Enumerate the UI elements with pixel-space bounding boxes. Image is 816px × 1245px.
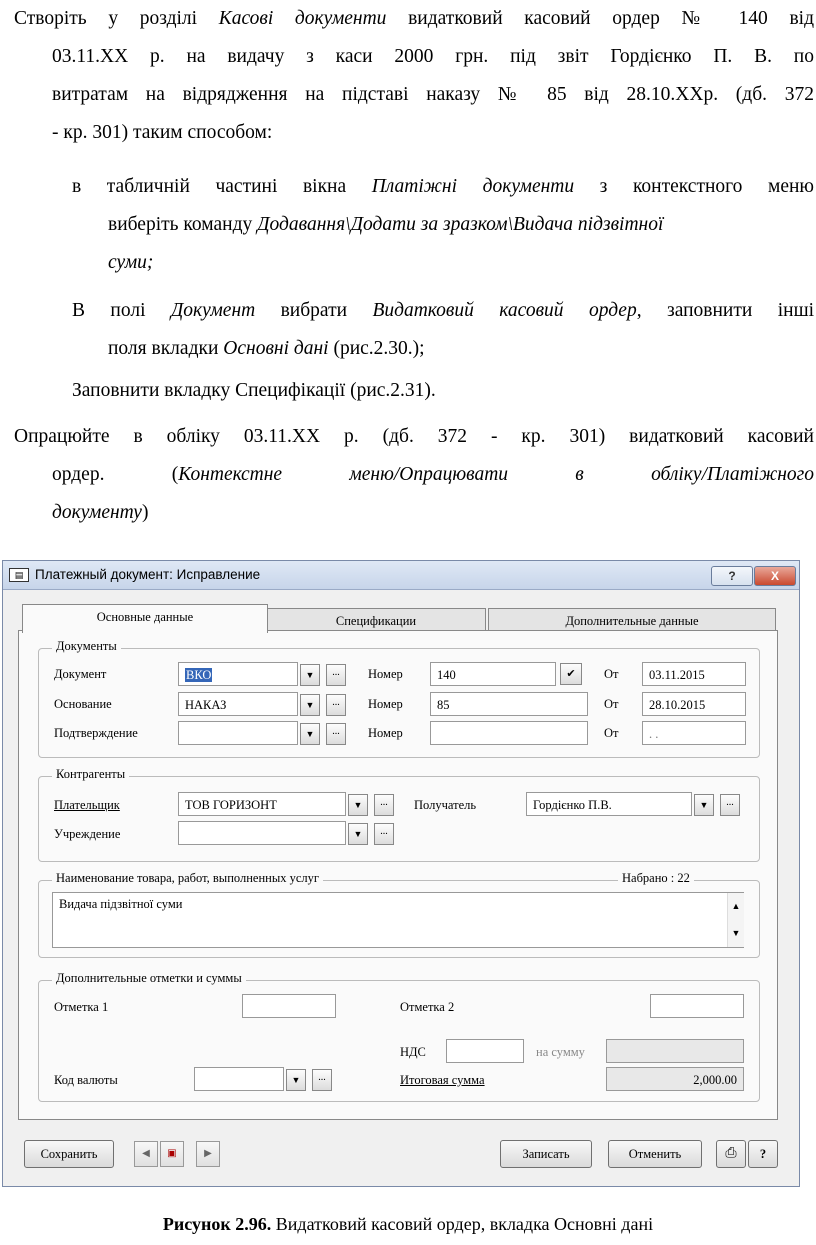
total-value: 2,000.00 <box>606 1067 744 1091</box>
date-input-2[interactable]: 28.10.2015 <box>642 692 746 716</box>
receiver-label: Получатель <box>414 798 477 812</box>
goods-scrollbar[interactable] <box>727 893 744 947</box>
save-button[interactable]: Сохранить <box>24 1140 114 1168</box>
document-label: Документ <box>54 667 107 681</box>
document-dropdown[interactable]: ▼ <box>300 664 320 686</box>
window-title: Платежный документ: Исправление <box>35 567 261 582</box>
from-label-2: От <box>604 697 619 711</box>
confirmation-dropdown[interactable]: ▼ <box>300 723 320 745</box>
help-button[interactable]: ? <box>748 1140 778 1168</box>
document-icon[interactable]: ▣ <box>160 1141 184 1167</box>
receiver-browse[interactable]: ... <box>720 794 740 816</box>
documents-group-title: Документы <box>52 639 121 654</box>
number-input-2[interactable]: 85 <box>430 692 588 716</box>
institution-dropdown[interactable]: ▼ <box>348 823 368 845</box>
payer-dropdown[interactable]: ▼ <box>348 794 368 816</box>
mark1-label: Отметка 1 <box>54 1000 109 1014</box>
date-input-1[interactable]: 03.11.2015 <box>642 662 746 686</box>
write-button[interactable]: Записать <box>500 1140 592 1168</box>
total-label: Итоговая сумма <box>400 1073 485 1087</box>
scroll-down-icon[interactable]: ▼ <box>731 928 741 938</box>
institution-select[interactable] <box>178 821 346 845</box>
figure-caption: Рисунок 2.96. Видатковий касовий ордер, вкладка Основні дані <box>162 1214 654 1234</box>
institution-label: Учреждение <box>54 827 121 841</box>
basis-select[interactable]: НАКАЗ <box>178 692 298 716</box>
mark2-label: Отметка 2 <box>400 1000 455 1014</box>
number-confirm-button[interactable]: ✔ <box>560 663 582 685</box>
basis-dropdown[interactable]: ▼ <box>300 694 320 716</box>
cancel-button[interactable]: Отменить <box>608 1140 702 1168</box>
institution-browse[interactable]: ... <box>374 823 394 845</box>
number-label-1: Номер <box>368 667 403 681</box>
paragraph-2-cont: ордер. (Контекстне меню/Опрацювати в обліку/Платіжного документу) <box>52 464 814 523</box>
number-input-3[interactable] <box>430 721 588 745</box>
next-record-icon[interactable]: ▶ <box>196 1141 220 1167</box>
basis-browse[interactable]: ... <box>326 694 346 716</box>
receiver-select[interactable]: Гордієнко П.В. <box>526 792 692 816</box>
document-select[interactable]: ВКО <box>178 662 298 686</box>
paragraph-1: Створіть у розділі Касові документи видатковий касовий ордер № 140 від <box>14 8 814 29</box>
bullet-2: В полі Документ вибрати Видатковий касовий ордер, заповнити інші <box>72 300 815 321</box>
basis-label: Основание <box>54 697 112 711</box>
scroll-up-icon[interactable]: ▲ <box>731 901 741 911</box>
help-title-button[interactable]: ? <box>711 566 753 586</box>
receiver-dropdown[interactable]: ▼ <box>694 794 714 816</box>
confirmation-select[interactable] <box>178 721 298 745</box>
window-icon: ▤ <box>9 568 29 582</box>
on-sum-label: на сумму <box>536 1045 585 1059</box>
goods-description-input[interactable]: Видача підзвітної суми <box>52 892 744 948</box>
paragraph-1-cont: 03.11.ХХ р. на видачу з каси 2000 грн. під звіт Гордієнко П. В. по витратам на відрядження на підставі наказу № 85 від 28.10.ХХр. (дб. 372 - кр. 301) таким способом: <box>52 46 814 143</box>
currency-select[interactable] <box>194 1067 284 1091</box>
mark2-input[interactable] <box>650 994 744 1018</box>
bullet-1-cont: виберіть команду Додавання\Додати за зразком\Видача підзвітної суми; <box>108 214 664 273</box>
number-label-3: Номер <box>368 726 403 740</box>
typed-count: Набрано : 22 <box>618 871 694 886</box>
confirmation-browse[interactable]: ... <box>326 723 346 745</box>
bullet-2-cont: поля вкладки Основні дані (рис.2.30.); <box>108 338 425 359</box>
date-input-3[interactable]: . . <box>642 721 746 745</box>
tab-additional-data[interactable]: Дополнительные данные <box>488 608 776 633</box>
vat-label: НДС <box>400 1045 426 1059</box>
on-sum-input <box>606 1039 744 1063</box>
from-label-1: От <box>604 667 619 681</box>
bullet-3: Заповнити вкладку Специфікації (рис.2.31). <box>72 380 436 401</box>
number-input-1[interactable]: 140 <box>430 662 556 686</box>
print-icon[interactable]: ⎙ <box>716 1140 746 1168</box>
currency-label: Код валюты <box>54 1073 118 1087</box>
payer-browse[interactable]: ... <box>374 794 394 816</box>
contragents-group <box>38 776 760 862</box>
bullet-1: в табличній частині вікна Платіжні документи з контекстного меню <box>72 176 814 197</box>
currency-dropdown[interactable]: ▼ <box>286 1069 306 1091</box>
tab-main-data[interactable]: Основные данные <box>22 604 268 633</box>
extra-group-title: Дополнительные отметки и суммы <box>52 971 246 986</box>
currency-browse[interactable]: ... <box>312 1069 332 1091</box>
title-bar <box>3 561 799 590</box>
goods-group-title: Наименование товара, работ, выполненных услуг <box>52 871 323 886</box>
mark1-input[interactable] <box>242 994 336 1018</box>
confirmation-label: Подтверждение <box>54 726 138 740</box>
vat-input[interactable] <box>446 1039 524 1063</box>
payer-label: Плательщик <box>54 798 120 812</box>
from-label-3: От <box>604 726 619 740</box>
tab-specifications[interactable]: Спецификации <box>266 608 486 633</box>
close-button[interactable]: X <box>754 566 796 586</box>
contragents-group-title: Контрагенты <box>52 767 129 782</box>
number-label-2: Номер <box>368 697 403 711</box>
paragraph-2: Опрацюйте в обліку 03.11.ХХ р. (дб. 372 - кр. 301) видатковий касовий <box>14 426 814 447</box>
prev-record-icon[interactable]: ◀ <box>134 1141 158 1167</box>
document-browse[interactable]: ... <box>326 664 346 686</box>
payer-select[interactable]: ТОВ ГОРИЗОНТ <box>178 792 346 816</box>
